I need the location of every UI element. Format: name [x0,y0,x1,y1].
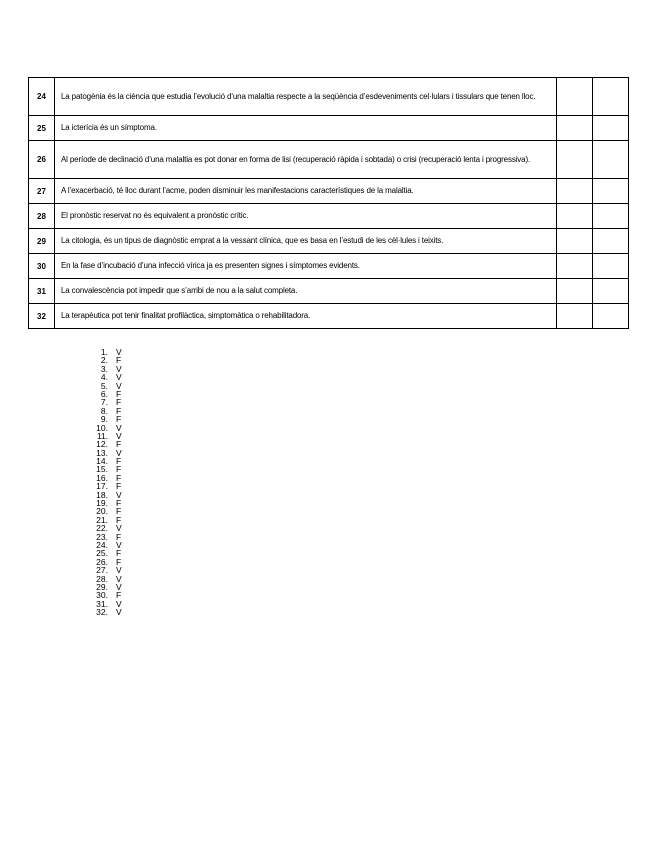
answer-key-number: 10. [96,422,108,433]
answer-key-number: 23. [96,531,108,542]
answer-key-number: 3. [100,363,108,374]
answer-key-number: 24. [96,539,108,550]
true-false-table [28,77,629,329]
answer-cell-false[interactable] [593,204,629,229]
answer-key-value: F [116,472,122,483]
answer-cell-false[interactable] [593,279,629,304]
answer-cell-false[interactable] [593,304,629,329]
answer-key-number: 2. [100,355,108,366]
answer-key-number: 15. [96,464,108,475]
answer-cell-true[interactable] [557,179,593,204]
question-row [29,78,629,116]
answer-key-value: F [116,397,122,408]
answer-key-number: 19. [96,498,108,509]
answer-key-value: V [116,430,122,441]
answer-key-number: 13. [96,447,108,458]
question-number: 26 [29,141,55,179]
answer-key-number: 1. [100,347,108,357]
answer-key-number: 5. [100,380,108,391]
answer-key-value: V [116,573,122,584]
answer-key-number: 17. [96,481,108,492]
question-number: 30 [29,254,55,279]
answer-key-value: F [116,439,122,450]
answer-key-value: V [116,539,122,550]
question-row [29,304,629,329]
question-number: 27 [29,179,55,204]
answer-cell-true[interactable] [557,141,593,179]
answer-key-value: V [116,372,122,383]
answer-key-number: 22. [96,523,108,534]
answer-cell-true[interactable] [557,116,593,141]
answer-key-value: F [116,464,122,475]
question-text: En la fase d’incubació d’una infecció vírica ja es presenten signes i símptomes evidents. [55,254,557,279]
answer-key-item [94,608,122,616]
answer-key-value: V [116,607,122,618]
answer-key-number: 12. [96,439,108,450]
question-number: 28 [29,204,55,229]
question-text: La terapèutica pot tenir finalitat profilàctica, simptomàtica o rehabilitadora. [55,304,557,329]
answer-key-number: 16. [96,472,108,483]
question-number: 24 [29,78,55,116]
question-row [29,229,629,254]
answer-key-number: 28. [96,573,108,584]
answer-key-value: F [116,531,122,542]
answer-key-value: F [116,590,122,601]
question-row [29,116,629,141]
answer-key-value: V [116,565,122,576]
answer-cell-false[interactable] [593,78,629,116]
answer-key-value: F [116,405,122,416]
answer-key-value: V [116,363,122,374]
question-text: El pronòstic reservat no és equivalent a pronòstic crític. [55,204,557,229]
question-number: 29 [29,229,55,254]
answer-key-number: 30. [96,590,108,601]
answer-cell-true[interactable] [557,78,593,116]
answer-cell-true[interactable] [557,304,593,329]
answer-key-number: 29. [96,581,108,592]
answer-key-number: 31. [96,598,108,609]
question-row [29,204,629,229]
question-row [29,141,629,179]
answer-key-value: F [116,388,122,399]
answer-cell-true[interactable] [557,229,593,254]
question-text: La icterícia és un símptoma. [55,116,557,141]
answer-cell-true[interactable] [557,254,593,279]
answer-key-number: 18. [96,489,108,500]
answer-key-value: F [116,481,122,492]
question-row [29,179,629,204]
answer-key-value: F [116,556,122,567]
answer-key-number: 9. [100,414,108,425]
answer-key-number: 25. [96,548,108,559]
answer-key-value: V [116,347,122,357]
answer-key-list [94,348,122,617]
answer-key-value: V [116,380,122,391]
answer-key-number: 26. [96,556,108,567]
answer-key-number: 7. [100,397,108,408]
question-number: 32 [29,304,55,329]
answer-key-value: F [116,506,122,517]
answer-key-value: F [116,456,122,467]
answer-key-number: 8. [100,405,108,416]
answer-key-value: V [116,447,122,458]
answer-key-value: V [116,489,122,500]
answer-key-number: 11. [96,430,108,441]
answer-cell-false[interactable] [593,179,629,204]
question-text: A l’exacerbació, té lloc durant l’acme, poden disminuir les manifestacions característiques de la malaltia. [55,179,557,204]
answer-key-value: F [116,548,122,559]
question-row [29,254,629,279]
answer-key-number: 6. [100,388,108,399]
answer-key-number: 21. [96,514,108,525]
question-row [29,279,629,304]
answer-cell-false[interactable] [593,229,629,254]
question-text: Al període de declinació d’una malaltia es pot donar en forma de lisi (recuperació ràpida i sobtada) o crisi (recuperació lenta i progressiva). [55,141,557,179]
answer-key-number: 27. [96,565,108,576]
question-text: La convalescència pot impedir que s’arribi de nou a la salut completa. [55,279,557,304]
answer-key-number: 14. [96,456,108,467]
answer-cell-true[interactable] [557,204,593,229]
question-number: 25 [29,116,55,141]
question-number: 31 [29,279,55,304]
question-text: La citologia, és un tipus de diagnòstic emprat a la vessant clínica, que es basa en l’estudi de les cèl·lules i teixits. [55,229,557,254]
answer-key-value: F [116,514,122,525]
answer-key-value: V [116,598,122,609]
answer-key-value: F [116,355,122,366]
answer-key-value: V [116,523,122,534]
answer-key-number: 4. [100,372,108,383]
answer-cell-false[interactable] [593,254,629,279]
answer-cell-false[interactable] [593,116,629,141]
answer-key-number: 20. [96,506,108,517]
answer-cell-false[interactable] [593,141,629,179]
answer-key-value: F [116,414,122,425]
answer-key-value: V [116,581,122,592]
question-text: La patogènia és la ciència que estudia l’evolució d’una malaltia respecte a la seqüència d’esdeveniments cel·lulars i tissulars que tenen lloc. [55,78,557,116]
answer-cell-true[interactable] [557,279,593,304]
answer-key-number: 32. [96,607,108,618]
answer-key-value: F [116,498,122,509]
answer-key-value: V [116,422,122,433]
